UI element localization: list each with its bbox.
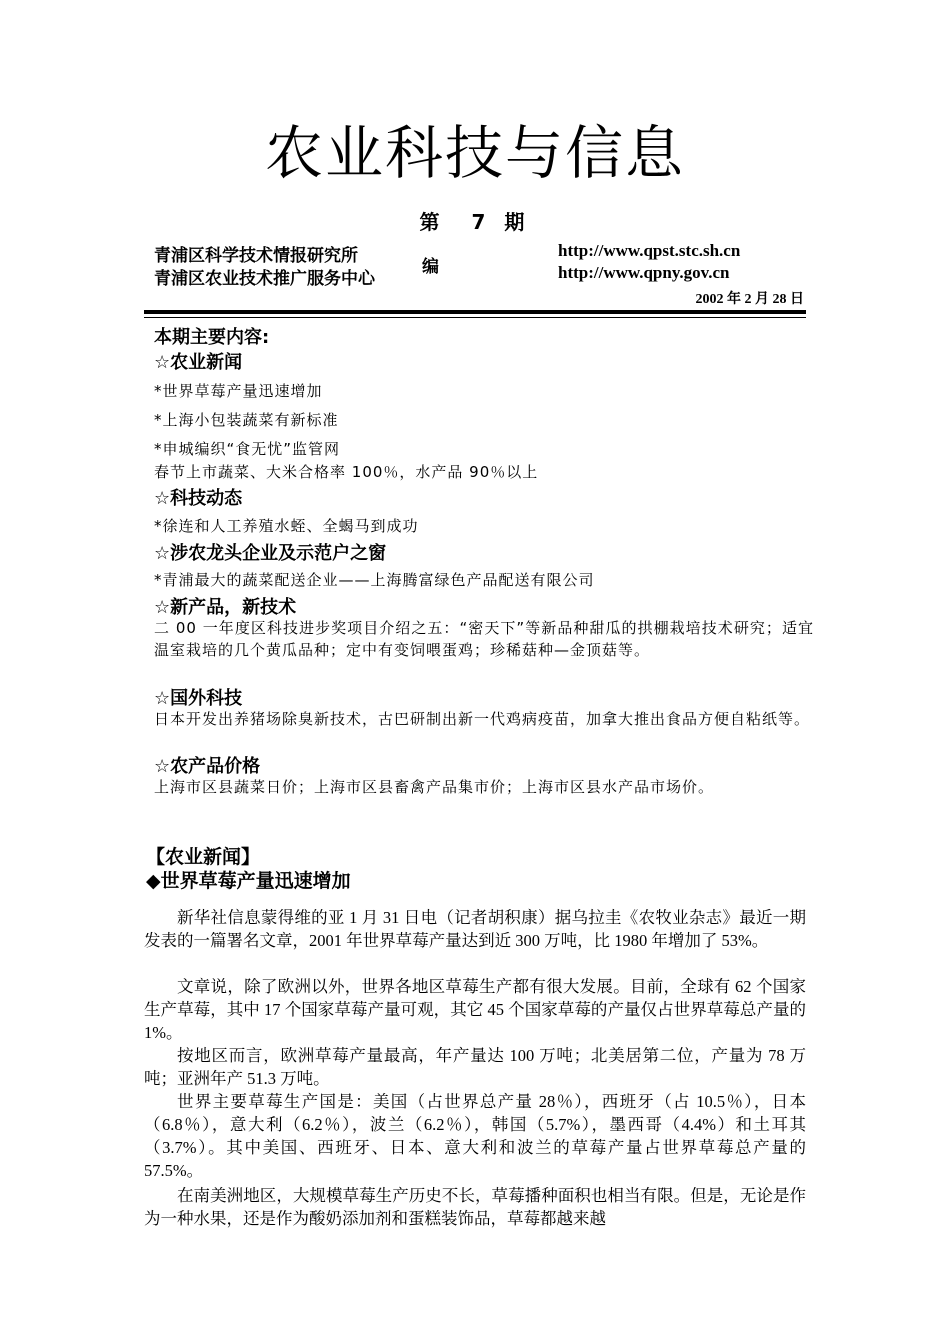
toc-section-prices: ☆农产品价格: [154, 756, 261, 777]
url-link-2[interactable]: http://www.qpny.gov.cn: [558, 263, 730, 282]
toc-section-tech-news: ☆科技动态: [154, 488, 243, 509]
header-rule-thin: [144, 317, 806, 318]
toc-section-enterprise: ☆涉农龙头企业及示范户之窗: [154, 543, 387, 564]
article-paragraph: 世界主要草莓生产国是：美国（占世界总产量 28％），西班牙（占 10.5％），日本（6.8％），意大利（6.2％），波兰（6.2％），韩国（5.7%），墨西哥（4.4%）和土耳其（3.7%）。其中美国、西班牙、日本、意大利和波兰的草莓产量占世界草莓总产量的 57.5%。: [144, 1092, 807, 1180]
toc-item: 春节上市蔬菜、大米合格率 100％，水产品 90％以上: [154, 463, 539, 481]
toc-item: *世界草莓产量迅速增加: [154, 382, 323, 400]
toc-paragraph: 二 00 一年度区科技进步奖项目介绍之五：“密天下”等新品种甜瓜的拱棚栽培技术研究；适宜温室栽培的几个黄瓜品种；定中有变饲喂蛋鸡；珍稀菇种—金顶菇等。: [154, 619, 814, 659]
toc-item: *徐连和人工养殖水蛭、全蝎马到成功: [154, 517, 419, 535]
publish-date: 2002 年 2 月 28 日: [695, 292, 804, 307]
toc-section-new-products: ☆新产品，新技术: [154, 597, 297, 618]
article-paragraph: 在南美洲地区，大规模草莓生产历史不长，草莓播种面积也相当有限。但是，无论是作为一种水果，还是作为酸奶添加剂和蛋糕装饰品，草莓都越来越: [144, 1186, 806, 1228]
editor-label: 编: [422, 257, 439, 277]
article-headline: ◆世界草莓产量迅速增加: [146, 870, 351, 892]
toc-item: *上海小包装蔬菜有新标准: [154, 411, 339, 429]
toc-item: *青浦最大的蔬菜配送企业——上海腾富绿色产品配送有限公司: [154, 571, 595, 589]
toc-section-agri-news: ☆农业新闻: [154, 352, 243, 373]
toc-paragraph: 上海市区县蔬菜日价；上海市区县畜禽产品集市价；上海市区县水产品市场价。: [154, 778, 715, 796]
url-link-1[interactable]: http://www.qpst.stc.sh.cn: [558, 241, 741, 260]
toc-section-foreign-tech: ☆国外科技: [154, 688, 243, 709]
toc-item: *申城编织“食无忧”监管网: [154, 440, 341, 458]
toc-paragraph: 日本开发出养猪场除臭新技术，古巴研制出新一代鸡病疫苗，加拿大推出食品方便自粘纸等。: [154, 710, 811, 728]
section-heading: 【农业新闻】: [146, 846, 261, 868]
article-paragraph: 新华社信息蒙得维的亚 1 月 31 日电（记者胡积康）据乌拉圭《农牧业杂志》最近一期发表的一篇署名文章，2001 年世界草莓产量达到近 300 万吨，比 1980 年增加了 53%。: [144, 908, 806, 950]
org-name-1: 青浦区科学技术情报研究所: [154, 246, 358, 266]
article-paragraph: 文章说，除了欧洲以外，世界各地区草莓生产都有很大发展。目前，全球有 62 个国家生产草莓，其中 17 个国家草莓产量可观，其它 45 个国家草莓的产量仅占世界草莓总产量的 1%。: [144, 977, 806, 1042]
header-rule-thick: [144, 310, 806, 314]
article-paragraph: 按地区而言，欧洲草莓产量最高，年产量达 100 万吨；北美居第二位，产量为 78 万吨；亚洲年产 51.3 万吨。: [144, 1046, 806, 1088]
org-name-2: 青浦区农业技术推广服务中心: [154, 269, 375, 289]
newsletter-title: 农业科技与信息: [264, 119, 685, 187]
toc-heading: 本期主要内容:: [154, 327, 270, 348]
issue-number: 第 7 期: [419, 210, 531, 234]
